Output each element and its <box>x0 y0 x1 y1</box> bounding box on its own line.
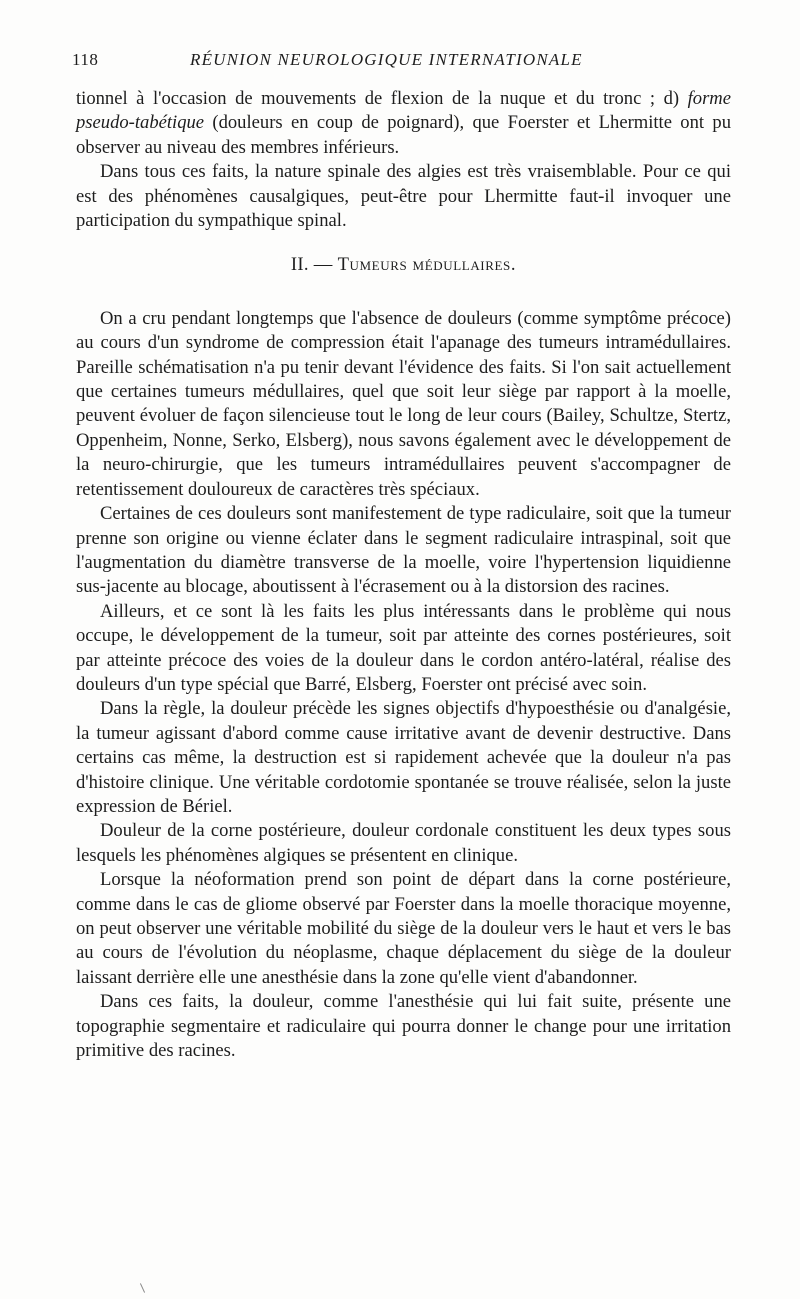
section-heading <box>76 253 731 277</box>
section-title: Tumeurs médullaires. <box>337 254 517 276</box>
paragraph: Lorsque la néoformation prend son point de départ dans la corne postérieure, comme dans le cas de gliome observé par Foerster dans la moelle thoracique moyenne, on peut observer une véritable mobilité du siège de la douleur vers le haut et vers le bas au cours de l'évolution du néoplasme, chaque déplacement du siège de la douleur laissant derrière elle une anesthésie dans la zone qu'elle vient d'abandonner. <box>76 869 731 988</box>
paragraph: Dans tous ces faits, la nature spinale des algies est très vraisemblable. Pour ce qui est des phénomènes causalgiques, peut-être pour Lhermitte faut-il invoquer une participation du sympathique spinal. <box>76 161 731 232</box>
paragraph-text: (douleurs en coup de poignard), que Foerster et Lhermitte ont pu observer au niveau des membres inférieurs. <box>76 112 731 158</box>
paragraph: On a cru pendant longtemps que l'absence de douleurs (comme symptôme précoce) au cours d'un syndrome de compression était l'apanage des tumeurs intramédullaires. Pareille schématisation n'a pu tenir devant l'évidence des faits. Si l'on sait actuellement que certaines tumeurs médullaires, quel que soit leur siège par rapport à la moelle, peuvent évoluer de façon silencieuse tout le long de leur cours (Bailey, Schultze, Stertz, Oppenheim, Nonne, Serko, Elsberg), nous savons également avec le développement de la neuro-chirurgie, que les tumeurs intramédullaires peuvent s'accompagner de retentissement douloureux de caractères très spéciaux. <box>76 307 731 500</box>
paragraph: Douleur de la corne postérieure, douleur cordonale constituent les deux types sous lesquels les phénomènes algiques se présentent en clinique. <box>76 820 731 866</box>
paragraph: Certaines de ces douleurs sont manifestement de type radiculaire, soit que la tumeur prenne son origine ou vienne éclater dans le segment radiculaire intraspinal, soit que l'augmentation du diamètre transverse de la moelle, voire l'hypertension liquidienne sus-jacente au blocage, aboutissent à l'écrasement ou à la distorsion des racines. <box>76 503 731 598</box>
paragraph-text: tionnel à l'occasion de mouvements de flexion de la nuque et du tronc ; d) <box>76 88 688 109</box>
section-number: II. — <box>290 254 338 276</box>
page-number: 118 <box>72 50 99 69</box>
paragraph: Ailleurs, et ce sont là les faits les plus intéressants dans le problème qui nous occupe, le développement de la tumeur, soit par atteinte des cornes postérieures, soit par atteinte précoce des voies de la douleur dans le cordon antéro-latéral, réalise des douleurs d'un type spécial que Barré, Elsberg, Foerster ont précisé avec soin. <box>76 600 731 695</box>
running-header <box>72 50 732 78</box>
paragraph: Dans la règle, la douleur précède les signes objectifs d'hypoesthésie ou d'analgésie, la tumeur agissant d'abord comme cause irritative avant de devenir destructive. Dans certains cas même, la destruction est si rapidement achevée que la douleur n'a pas d'histoire clinique. Une véritable cordotomie spontanée se trouve réalisée, selon la juste expression de Bériel. <box>76 698 731 817</box>
italic-term: forme pseudo-tabétique <box>76 88 731 134</box>
stray-ink-mark <box>140 1283 145 1292</box>
paragraph-continued <box>76 87 731 160</box>
paragraph: Dans ces faits, la douleur, comme l'anesthésie qui lui fait suite, présente une topographie segmentaire et radiculaire qui pourra donner le change pour une irritation primitive des racines. <box>76 991 731 1062</box>
running-title: RÉUNION NEUROLOGIQUE INTERNATIONALE <box>190 50 583 69</box>
body-text <box>76 87 731 1063</box>
